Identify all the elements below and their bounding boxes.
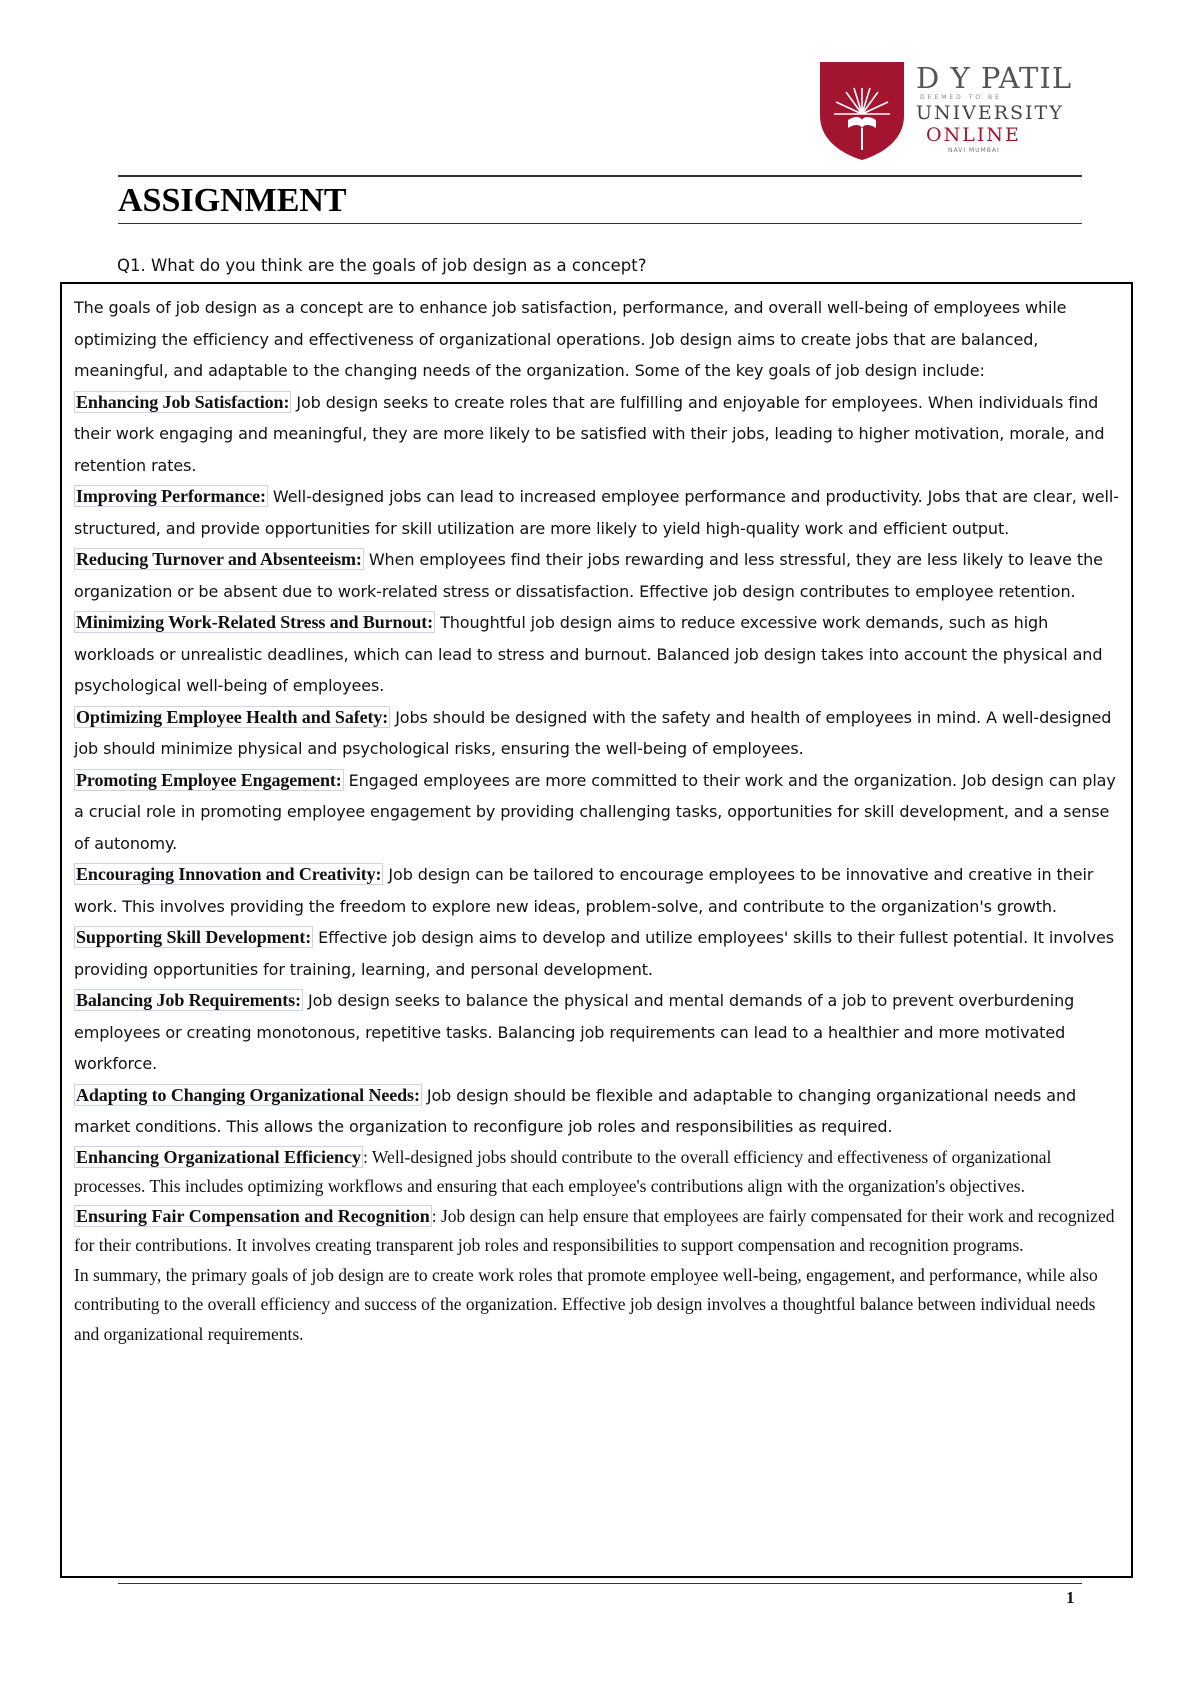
goal-description: Job design can be tailored to encourage employees to be innovative and creative in their work. This involves providing the freedom to explore new ideas, problem-solve, and contribute to the organization's growth. (74, 865, 1094, 916)
goal-term: Ensuring Fair Compensation and Recognition (76, 1205, 430, 1226)
university-logo (816, 58, 1076, 174)
goal-description: Jobs should be designed with the safety and health of employees in mind. A well-designed job should minimize physical and psychological risks, ensuring the well-being of employees. (74, 707, 1112, 758)
goal-description: Job design should be flexible and adaptable to changing organizational needs and market conditions. This allows the organization to reconfigure job roles and responsibilities as required. (74, 1085, 1077, 1136)
page-number: 1 (1066, 1588, 1075, 1607)
goal-item (74, 387, 1124, 482)
goal-term: Minimizing Work-Related Stress and Burnout: (76, 612, 434, 632)
goal-item (74, 859, 1124, 922)
goal-description: Effective job design aims to develop and utilize employees' skills to their fullest potential. It involves providing opportunities for training, learning, and personal development. (74, 928, 1114, 979)
goal-term: Supporting Skill Development: (76, 927, 312, 947)
goal-term: Promoting Employee Engagement: (76, 769, 342, 790)
logo-line-location: NAVI MUMBAI (948, 147, 1000, 154)
goal-description: : Job design can help ensure that employees are fairly compensated for their work and recognized for their contributions. It involves creating transparent job roles and responsibilities to support compensation and recognition programs. (74, 1205, 1115, 1255)
header-rule-bottom (118, 223, 1082, 224)
goal-item (74, 702, 1124, 765)
goal-item (74, 1143, 1124, 1202)
goal-item (74, 607, 1124, 702)
goal-item (74, 1202, 1124, 1261)
goal-item (74, 922, 1124, 985)
goal-term: Encouraging Innovation and Creativity: (76, 864, 382, 884)
answer-summary: In summary, the primary goals of job design are to create work roles that promote employee well-being, engagement, and performance, while also contributing to the overall efficiency and success of the organization. Effective job design involves a thoughtful balance between individual needs and organizational requirements. (74, 1264, 1098, 1344)
shield-emblem-icon (816, 58, 908, 162)
answer-box (60, 282, 1133, 1578)
goal-term: Enhancing Job Satisfaction: (76, 391, 290, 412)
goal-description: When employees find their jobs rewarding and less stressful, they are less likely to leave the organization or be absent due to work-related stress or dissatisfaction. Effective job design contributes to employee retention. (74, 550, 1103, 601)
question-text: Q1. What do you think are the goals of job design as a concept? (117, 256, 647, 275)
goal-description: Well-designed jobs can lead to increased employee performance and productivity. Jobs that are clear, well-structured, and provide opportunities for skill utilization are more likely to yield high-quality work and efficient output. (74, 487, 1119, 538)
goal-item (74, 481, 1124, 544)
logo-line-dy-patil: D Y PATIL (916, 61, 1073, 95)
goal-description: Thoughtful job design aims to reduce excessive work demands, such as high workloads or unrealistic deadlines, which can lead to stress and burnout. Balanced job design takes into account the physical and psychological well-being of employees. (74, 613, 1103, 695)
goal-item (74, 1080, 1124, 1143)
goal-description: Job design seeks to balance the physical and mental demands of a job to prevent overburdening employees or creating monotonous, repetitive tasks. Balancing job requirements can lead to a healthier and more motivated workforce. (74, 991, 1075, 1073)
goal-term: Reducing Turnover and Absenteeism: (76, 549, 362, 569)
answer-intro: The goals of job design as a concept are to enhance job satisfaction, performance, and overall well-being of employees while optimizing the efficiency and effectiveness of organizational operations. Job design aims to create jobs that are balanced, meaningful, and adaptable to the changing needs of the organization. Some of the key goals of job design include: (74, 298, 1067, 380)
goal-description: Job design seeks to create roles that are fulfilling and enjoyable for employees. When individuals find their work engaging and meaningful, they are more likely to be satisfied with their jobs, leading to higher motivation, morale, and retention rates. (74, 392, 1105, 475)
goal-term: Enhancing Organizational Efficiency (76, 1146, 362, 1167)
answer-body (74, 292, 1124, 1349)
goal-item (74, 765, 1124, 860)
goal-term: Adapting to Changing Organizational Needs: (76, 1084, 420, 1105)
goal-term: Improving Performance: (76, 486, 266, 506)
logo-line-online: ONLINE (926, 124, 1021, 146)
footer-rule (118, 1583, 1082, 1584)
goal-term: Balancing Job Requirements: (76, 990, 301, 1010)
goal-description: : Well-designed jobs should contribute to the overall efficiency and effectiveness of organizational processes. This includes optimizing workflows and ensuring that each employee's contributions align with the organization's objectives. (74, 1146, 1052, 1196)
goal-item (74, 544, 1124, 607)
goal-item (74, 985, 1124, 1080)
logo-wordmark (916, 62, 1076, 156)
goal-description: Engaged employees are more committed to their work and the organization. Job design can play a crucial role in promoting employee engagement by providing challenging tasks, opportunities for skill development, and a sense of autonomy. (74, 770, 1116, 853)
logo-line-deemed: DEEMED TO BE (920, 94, 1002, 101)
header-rule-top (118, 175, 1082, 177)
logo-line-university: UNIVERSITY (916, 102, 1064, 124)
page-title: ASSIGNMENT (118, 182, 347, 219)
goal-term: Optimizing Employee Health and Safety: (76, 706, 389, 727)
